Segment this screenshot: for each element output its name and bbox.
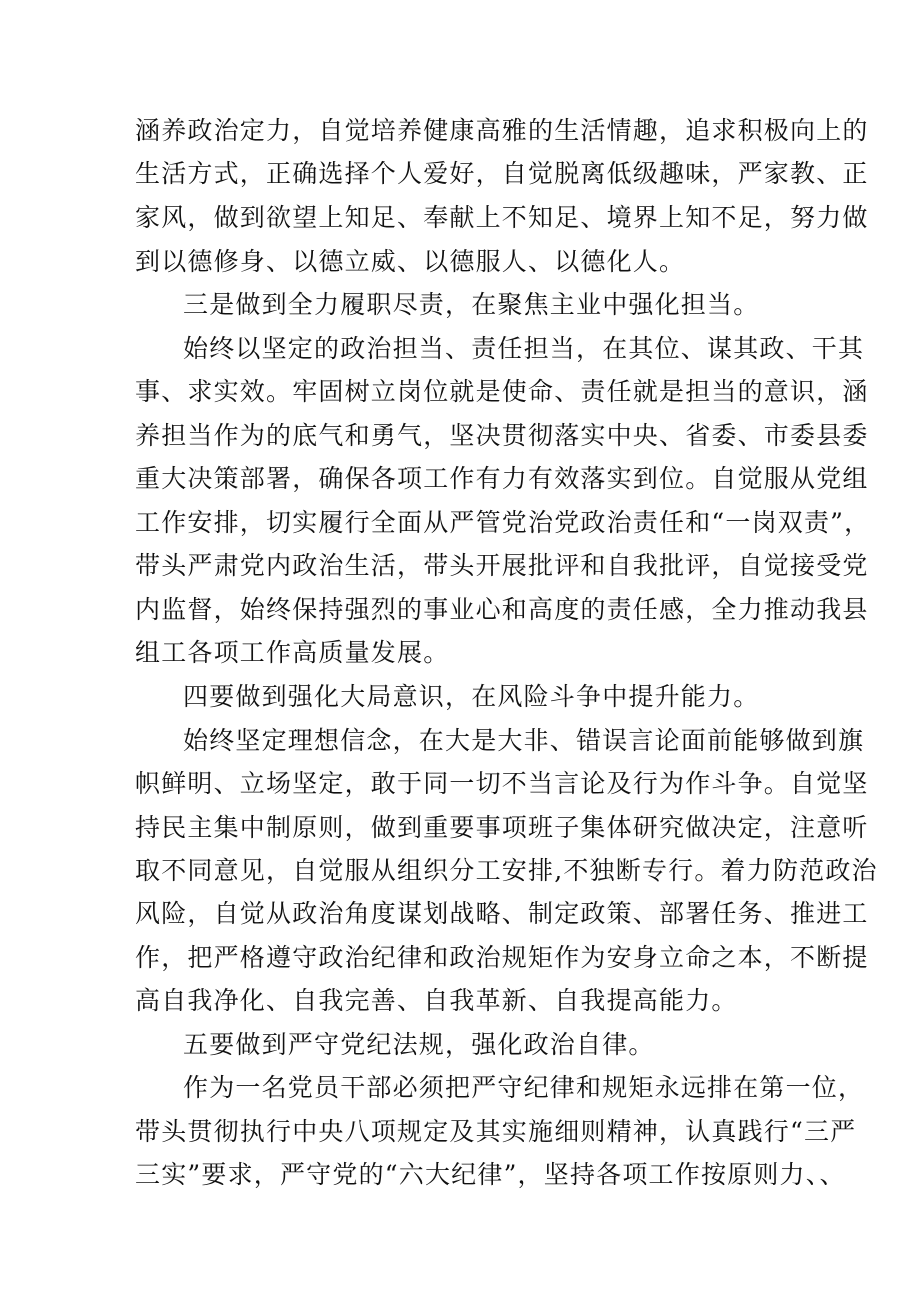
text-line: 工作安排，切实履行全面从严管党治党政治责任和“一岗双责”，	[135, 508, 871, 537]
text-line: 带头贯彻执行中央八项规定及其实施细则精神，认真践行“三严	[135, 1117, 857, 1146]
text-line: 家风，做到欲望上知足、奉献上不知足、境界上知不足，努力做	[135, 203, 869, 232]
text-line: 风险，自觉从政治角度谋划战略、制定政策、部署任务、推进工	[135, 899, 869, 928]
text-line: 高自我净化、自我完善、自我革新、自我提高能力。	[135, 986, 738, 1015]
text-line: 事、求实效。牢固树立岗位就是使命、责任就是担当的意识，涵	[135, 377, 869, 406]
text-line: 内监督，始终保持强烈的事业心和高度的责任感，全力推动我县	[135, 595, 869, 624]
text-line: 帜鲜明、立场坚定，敢于同一切不当言论及行为作斗争。自觉坚	[135, 769, 869, 798]
text-line: 养担当作为的底气和勇气，坚决贯彻落实中央、省委、市委县委	[135, 421, 869, 450]
text-line: 始终以坚定的政治担当、责任担当，在其位、谋其政、干其	[183, 334, 865, 363]
section-heading: 四要做到强化大局意识，在风险斗争中提升能力。	[183, 682, 760, 711]
text-line: 重大决策部署，确保各项工作有力有效落实到位。自觉服从党组	[135, 464, 869, 493]
text-line: 组工各项工作高质量发展。	[135, 638, 450, 667]
text-line: 带头严肃党内政治生活，带头开展批评和自我批评，自觉接受党	[135, 551, 869, 580]
text-line: 作为一名党员干部必须把严守纪律和规矩永远排在第一位，	[183, 1073, 865, 1102]
section-heading: 五要做到严守党纪法规，强化政治自律。	[183, 1030, 655, 1059]
text-line: 到以德修身、以德立威、以德服人、以德化人。	[135, 247, 686, 276]
text-line: 三实”要求，严守党的“六大纪律”，坚持各项工作按原则力、、	[135, 1160, 846, 1189]
text-line: 持民主集中制原则，做到重要事项班子集体研究做决定，注意听	[135, 813, 869, 842]
text-line: 始终坚定理想信念，在大是大非、错误言论面前能够做到旗	[183, 726, 865, 755]
text-line: 生活方式，正确选择个人爱好，自觉脱离低级趣味，严家教、正	[135, 159, 869, 188]
text-line: 作，把严格遵守政治纪律和政治规矩作为安身立命之本，不断提	[135, 943, 869, 972]
text-line: 涵养政治定力，自觉培养健康高雅的生活情趣，追求积极向上的	[135, 116, 869, 145]
section-heading: 三是做到全力履职尽责，在聚焦主业中强化担当。	[183, 290, 760, 319]
text-line: 取不同意见，自觉服从组织分工安排,不独断专行。着力防范政治	[135, 856, 878, 885]
